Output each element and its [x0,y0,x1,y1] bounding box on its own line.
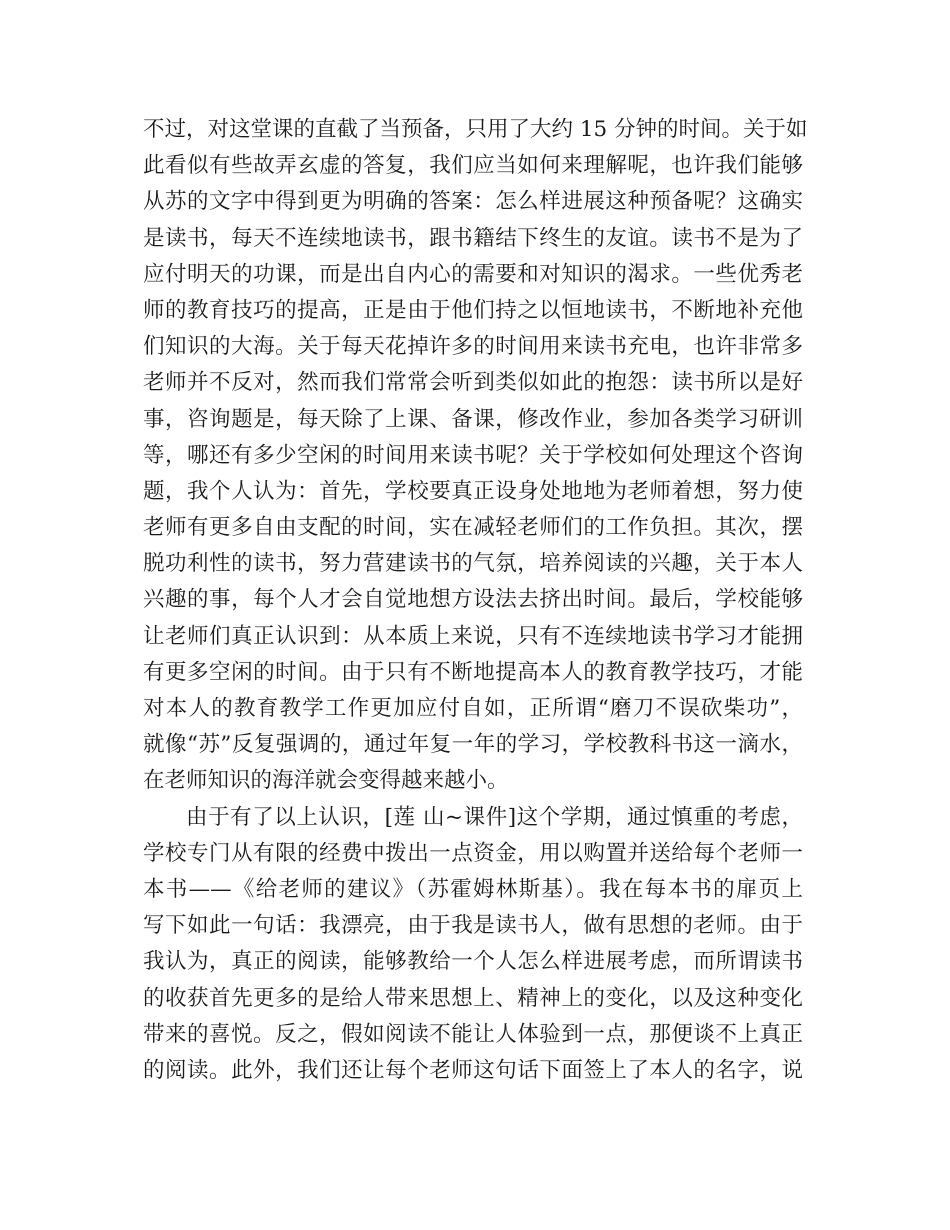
text-line: 应付明天的功课，而是出自内心的需要和对知识的渴求。一些优秀老 [143,261,803,287]
text-line: 此看似有些故弄玄虚的答复，我们应当如何来理解呢，也许我们能够 [143,153,803,179]
body-text [143,112,808,1089]
text-line: 从苏的文字中得到更为明确的答案：怎么样进展这种预备呢？这确实 [143,189,803,215]
text-line: 就像“苏”反复强调的，通过年复一年的学习，学校教科书这一滴水， [143,732,803,758]
text-line-paragraph-end: 在老师知识的海洋就会变得越来越小。 [143,768,509,794]
text-line: 我认为，真正的阅读，能够教给一个人怎么样进展考虑，而所谓读书 [143,949,803,975]
text-line: 不过，对这堂课的直截了当预备，只用了大约 15 分钟的时间。关于如 [143,117,808,142]
text-line: 师的教育技巧的提高，正是由于他们持之以恒地读书，不断地补充他 [143,297,803,323]
text-line: 兴趣的事，每个人才会自觉地想方设法去挤出时间。最后，学校能够 [143,587,803,613]
text-line: 的阅读。此外，我们还让每个老师这句话下面签上了本人的名字，说 [143,1057,803,1083]
text-line: 题，我个人认为：首先，学校要真正设身处地地为老师着想，努力使 [143,478,803,504]
text-line: 是读书，每天不连续地读书，跟书籍结下终生的友谊。读书不是为了 [143,225,803,251]
text-line: 们知识的大海。关于每天花掉许多的时间用来读书充电，也许非常多 [143,334,803,360]
text-line: 带来的喜悦。反之，假如阅读不能让人体验到一点，那便谈不上真正 [143,1021,803,1047]
text-line: 脱功利性的读书，努力营建读书的气氛，培养阅读的兴趣，关于本人 [143,551,803,577]
text-line: 对本人的教育教学工作更加应付自如，正所谓“磨刀不误砍柴功”， [143,696,803,721]
text-line-paragraph-start: 由于有了以上认识，[莲 山~课件]这个学期，通过慎重的考虑， [186,804,803,830]
text-line: 老师有更多自由支配的时间，实在减轻老师们的工作负担。其次，摆 [143,515,803,541]
text-line: 本书——《给老师的建议》（苏霍姆林斯基）。我在每本书的扉页上 [143,876,803,902]
text-line: 等，哪还有多少空闲的时间用来读书呢？关于学校如何处理这个咨询 [143,442,803,468]
text-line: 有更多空闲的时间。由于只有不断地提高本人的教育教学技巧，才能 [143,659,803,685]
text-line: 学校专门从有限的经费中拨出一点资金，用以购置并送给每个老师一 [143,840,803,866]
text-line: 事，咨询题是，每天除了上课、备课，修改作业，参加各类学习研训 [143,406,803,432]
text-line: 的收获首先更多的是给人带来思想上、精神上的变化，以及这种变化 [143,985,803,1011]
text-line: 让老师们真正认识到：从本质上来说，只有不连续地读书学习才能拥 [143,623,803,649]
text-line: 老师并不反对，然而我们常常会听到类似如此的抱怨：读书所以是好 [143,370,803,396]
text-line: 写下如此一句话：我漂亮，由于我是读书人，做有思想的老师。由于 [143,913,803,939]
